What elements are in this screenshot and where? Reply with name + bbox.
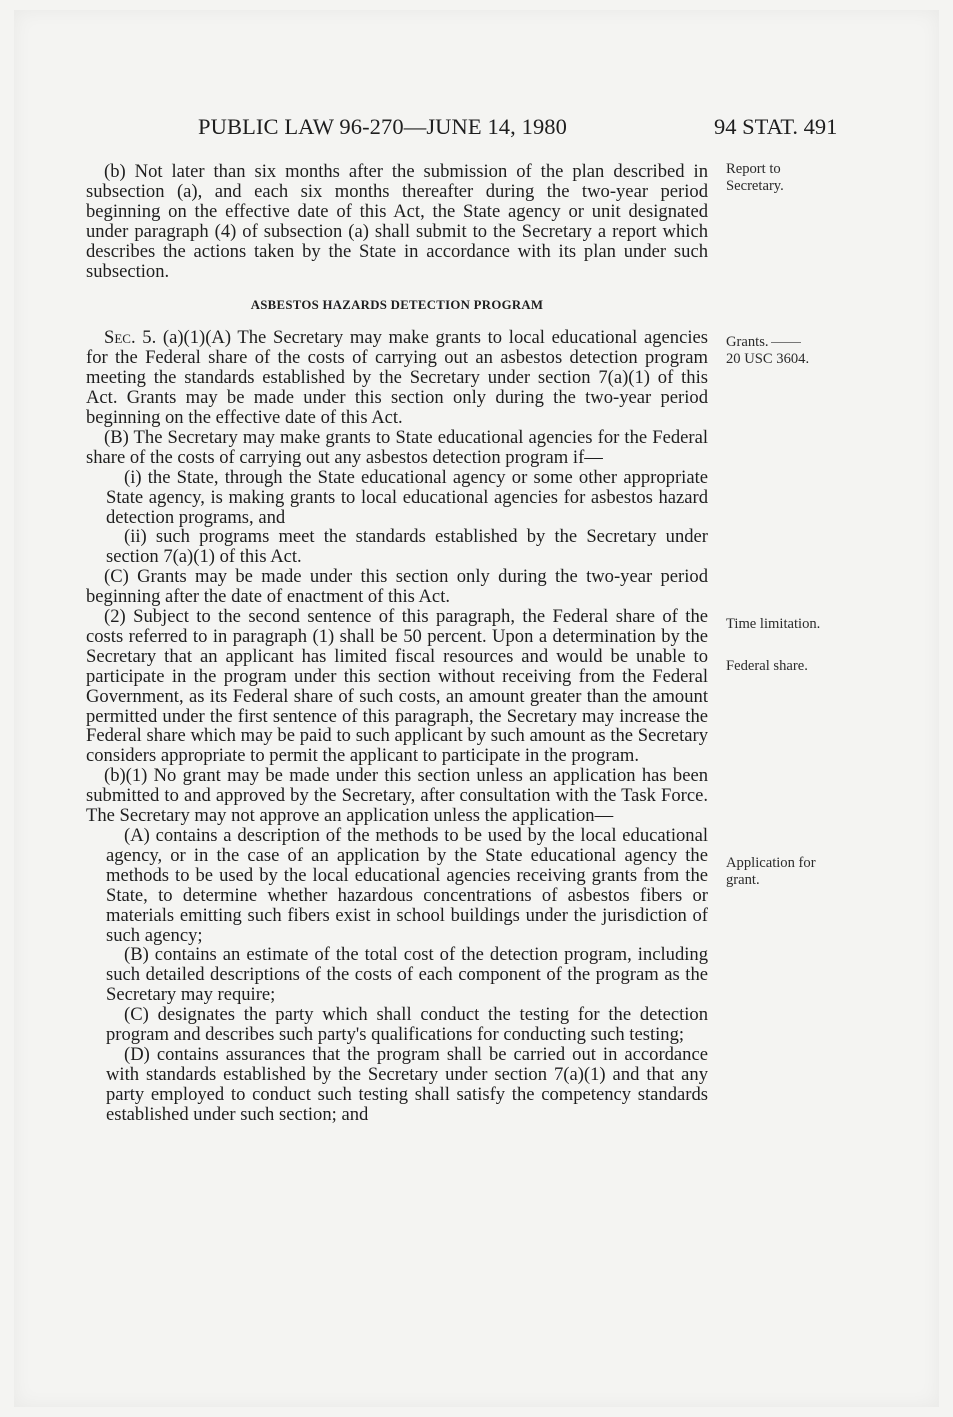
clause-i: (i) the State, through the State educational agency or some other appropriate State agency, is making grants to local educational agencies for asbestos hazard detection programs, and [106, 466, 708, 528]
margin-note-time-limitation: Time limitation. [726, 616, 821, 632]
paragraph-2: (2) Subject to the second sentence of this paragraph, the Federal share of the costs referred to in paragraph (1) shall be 50 percent. Upon a determination by the Secretary that an applicant has limited fiscal resources and would be unable to participate in the program under this section without receiving from the Federal Government, as its Federal share of such costs, an amount greater than the amount permitted under the first sentence of this paragraph, the Secretary may increase the Federal share which may be paid to such applicant by such amount as the Secretary considers appropriate to permit the applicant to participate in the program. [86, 606, 708, 767]
paragraph-b-1: (b)(1) No grant may be made under this section unless an application has been submitted to and approved by the Secretary, after consultation with the Task Force. The Secretary may not approve an application unless the application— [86, 765, 708, 827]
paragraph-b-report: (b) Not later than six months after the submission of the plan described in subsection (a), and each six months thereafter during the two-year period beginning on the effective date of this Act, the State agency or unit designated under paragraph (4) of subsection (a) shall submit to the Secretary a report which describes the actions taken by the State in accordance with its plan under such subsection. [86, 161, 708, 282]
margin-note-line: Report to [726, 161, 781, 177]
section-5-text: . 5. (a)(1)(A) The Secretary may make grants to local educational agencies for the Federal share of the costs of carrying out an asbestos detection program meeting the standards established by the Secretary under section 7(a)(1) of this Act. Grants may be made under this section only during the two-year period beginning on the effective date of this Act. [86, 327, 708, 428]
margin-note-line: Application for [726, 855, 816, 871]
subparagraph-D: (D) contains assurances that the program shall be carried out in accordance with standards established by the Secretary under section 7(a)(1) and that any party employed to conduct such testing shall satisfy the competency standards established under such section; and [106, 1043, 708, 1125]
section-heading: ASBESTOS HAZARDS DETECTION PROGRAM [250, 298, 544, 313]
margin-note-line: grant. [726, 872, 760, 888]
running-header [0, 114, 953, 144]
margin-note-application [726, 855, 816, 889]
paragraph-1-C: (C) Grants may be made under this section only during the two-year period beginning after the date of enactment of this Act. [86, 566, 708, 608]
margin-note-line: Secretary. [726, 178, 784, 194]
margin-note-line: Grants. [726, 334, 809, 351]
header-statute-page: 94 STAT. 491 [714, 114, 838, 139]
subparagraph-C: (C) designates the party which shall conduct the testing for the detection program and describes such party's qualifications for conducting such testing; [106, 1004, 708, 1046]
margin-note-line: 20 USC 3604. [726, 351, 810, 367]
clause-ii: (ii) such programs meet the standards established by the Secretary under section 7(a)(1) of this Act. [106, 526, 708, 568]
section-5-a-1-A [86, 328, 708, 428]
rule-blank [771, 342, 801, 343]
margin-note-federal-share: Federal share. [726, 658, 808, 674]
section-label: Sec [104, 327, 131, 349]
margin-note-report [726, 161, 784, 195]
paragraph-1-B: (B) The Secretary may make grants to State educational agencies for the Federal share of the costs of carrying out any asbestos detection program if— [86, 426, 708, 468]
margin-note-grants [726, 334, 809, 368]
subparagraph-B: (B) contains an estimate of the total cost of the detection program, including such detailed descriptions of the costs of each component of the program as the Secretary may require; [106, 944, 708, 1006]
header-title: PUBLIC LAW 96-270—JUNE 14, 1980 [198, 114, 567, 139]
statute-text [86, 162, 708, 1125]
subparagraph-A: (A) contains a description of the methods to be used by the local educational agency, or in the case of an application by the State educational agency the methods to be used by the local educational agencies receiving grants from the State, to determine whether hazardous concentrations of asbestos fibers or materials emitting such fibers exist in school buildings under the jurisdiction of such agency; [106, 825, 708, 946]
